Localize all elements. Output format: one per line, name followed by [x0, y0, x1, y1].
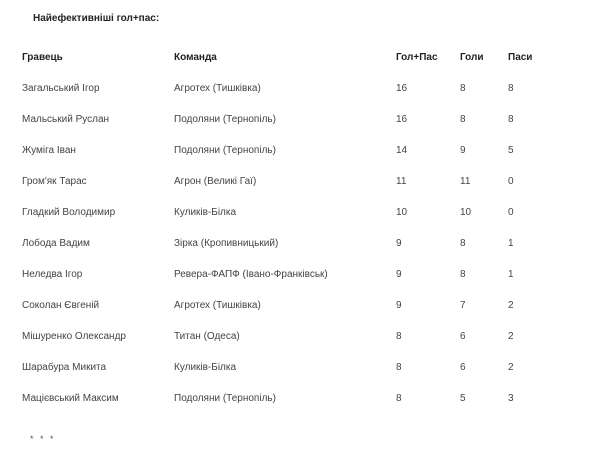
header-team: Команда	[174, 52, 217, 63]
cell-team: Подоляни (Тернопіль)	[174, 393, 276, 404]
cell-goals-plus-assists: 9	[396, 300, 402, 311]
header-goals-plus-assists: Гол+Пас	[396, 52, 438, 63]
section-title: Найефективніші гол+пас:	[33, 13, 160, 24]
cell-player: Жуміга Іван	[22, 145, 76, 156]
stats-table	[18, 42, 548, 414]
header-goals: Голи	[460, 52, 484, 63]
cell-player: Шарабура Микита	[22, 362, 107, 373]
table-row	[18, 135, 548, 166]
table-row	[18, 352, 548, 383]
table-row	[18, 73, 548, 104]
cell-goals: 8	[460, 238, 466, 249]
table-header-row	[18, 42, 548, 73]
cell-assists: 2	[508, 300, 514, 311]
cell-goals-plus-assists: 9	[396, 238, 402, 249]
cell-goals: 11	[460, 176, 471, 187]
cell-assists: 1	[508, 269, 514, 280]
cell-goals-plus-assists: 11	[396, 176, 407, 187]
cell-goals: 6	[460, 331, 466, 342]
table-row	[18, 259, 548, 290]
cell-goals-plus-assists: 8	[396, 393, 402, 404]
cell-player: Мішуренко Олександр	[22, 331, 126, 342]
cell-assists: 2	[508, 331, 514, 342]
cell-team: Подоляни (Тернопіль)	[174, 145, 276, 156]
cell-player: Мацієвський Максим	[22, 393, 119, 404]
header-player: Гравець	[22, 52, 63, 63]
section-divider: * * *	[30, 434, 56, 444]
cell-goals: 5	[460, 393, 466, 404]
cell-goals: 6	[460, 362, 466, 373]
table-row	[18, 228, 548, 259]
cell-player: Неледва Ігор	[22, 269, 83, 280]
table-row	[18, 383, 548, 414]
cell-team: Куликів-Білка	[174, 207, 237, 218]
cell-player: Мальський Руслан	[22, 114, 110, 125]
cell-goals: 9	[460, 145, 466, 156]
cell-assists: 3	[508, 393, 514, 404]
cell-team: Куликів-Білка	[174, 362, 237, 373]
cell-assists: 0	[508, 176, 514, 187]
cell-assists: 1	[508, 238, 514, 249]
cell-team: Агротех (Тишківка)	[174, 300, 261, 311]
table-row	[18, 104, 548, 135]
cell-goals-plus-assists: 8	[396, 331, 402, 342]
table-row	[18, 290, 548, 321]
cell-player: Соколан Євгеній	[22, 300, 100, 311]
cell-player: Лобода Вадим	[22, 238, 90, 249]
cell-team: Ревера-ФАПФ (Івано-Франківськ)	[174, 269, 328, 280]
cell-player: Гром'як Тарас	[22, 176, 87, 187]
cell-goals-plus-assists: 16	[396, 114, 408, 125]
cell-assists: 0	[508, 207, 514, 218]
cell-player: Загальський Ігор	[22, 83, 100, 94]
cell-goals: 10	[460, 207, 472, 218]
table-row	[18, 166, 548, 197]
cell-goals-plus-assists: 16	[396, 83, 408, 94]
table-row	[18, 321, 548, 352]
cell-team: Агротех (Тишківка)	[174, 83, 261, 94]
table-row	[18, 197, 548, 228]
cell-goals: 8	[460, 269, 466, 280]
cell-assists: 2	[508, 362, 514, 373]
cell-player: Гладкий Володимир	[22, 207, 116, 218]
cell-team: Зірка (Кропивницький)	[174, 238, 279, 249]
cell-goals: 8	[460, 114, 466, 125]
cell-team: Титан (Одеса)	[174, 331, 240, 342]
cell-assists: 8	[508, 114, 514, 125]
table-body	[18, 73, 548, 414]
cell-goals-plus-assists: 8	[396, 362, 402, 373]
cell-team: Подоляни (Тернопіль)	[174, 114, 276, 125]
cell-goals: 7	[460, 300, 466, 311]
cell-assists: 5	[508, 145, 514, 156]
cell-goals: 8	[460, 83, 466, 94]
cell-goals-plus-assists: 14	[396, 145, 408, 156]
cell-goals-plus-assists: 9	[396, 269, 402, 280]
cell-assists: 8	[508, 83, 514, 94]
cell-goals-plus-assists: 10	[396, 207, 408, 218]
cell-team: Агрон (Великі Гаї)	[174, 176, 257, 187]
header-assists: Паси	[508, 52, 533, 63]
